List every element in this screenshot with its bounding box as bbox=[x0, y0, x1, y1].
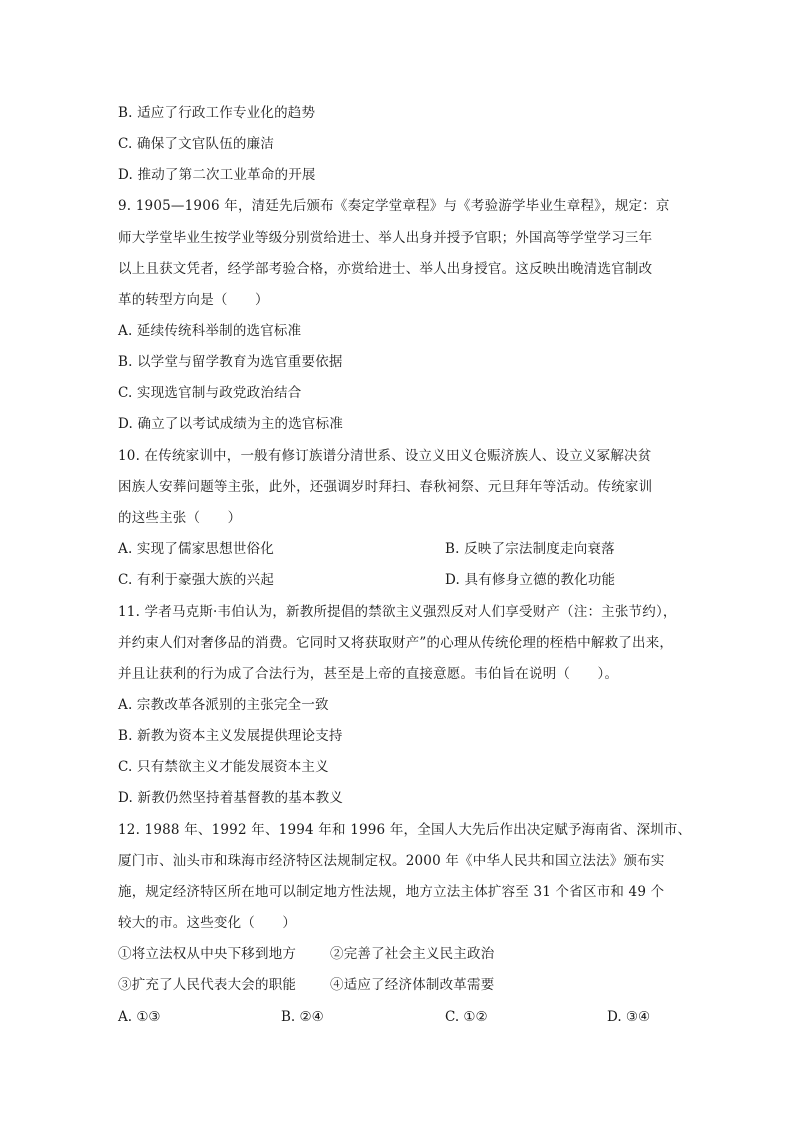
q12-statement-4: ④适应了经济体制改革需要 bbox=[330, 977, 495, 993]
q12-stem-line-3: 施，规定经济特区所在地可以制定地方性法规，地方立法主体扩容至 31 个省区市和 49 个 bbox=[118, 884, 665, 900]
q12-stem-line-4: 较大的市。这些变化（ ） bbox=[118, 915, 297, 931]
q9-option-c[interactable]: C. 实现选官制与政党政治结合 bbox=[118, 385, 302, 401]
q9-stem-line-2: 师大学堂毕业生按学业等级分别赏给进士、举人出身并授予官职；外国高等学堂学习三年 bbox=[118, 230, 653, 246]
q9-stem-line-1: 9. 1905—1906 年，清廷先后颁布《奏定学堂章程》与《考验游学毕业生章程》，规定：京 bbox=[118, 198, 670, 214]
q9-stem-line-3: 以上且获文凭者，经学部考验合格，亦赏给进士、举人出身授官。这反映出晚清选官制改 bbox=[118, 261, 653, 277]
q12-option-d[interactable]: D. ③④ bbox=[607, 1009, 651, 1025]
q12-statement-3: ③扩充了人民代表大会的职能 bbox=[118, 977, 297, 993]
q11-stem-line-3: 并且让获利的行为成了合法行为，甚至是上帝的直接意愿。韦伯旨在说明（ ）。 bbox=[118, 666, 619, 682]
q12-stem-line-1: 12. 1988 年、1992 年、1994 年和 1996 年，全国人大先后作出决定赋予海南省、深圳市、 bbox=[118, 822, 692, 838]
q8-option-c[interactable]: C. 确保了文官队伍的廉洁 bbox=[118, 136, 275, 152]
q11-option-a[interactable]: A. 宗教改革各派别的主张完全一致 bbox=[118, 697, 329, 713]
q9-stem-line-4: 革的转型方向是（ ） bbox=[118, 292, 269, 308]
q12-option-a[interactable]: A. ①③ bbox=[118, 1009, 161, 1025]
q10-option-b[interactable]: B. 反映了宗法制度走向衰落 bbox=[445, 541, 615, 557]
q11-stem-line-2: 并约束人们对奢侈品的消费。它同时又将获取财产”的心理从传统伦理的桎梏中解救了出来， bbox=[118, 635, 674, 651]
q8-option-d[interactable]: D. 推动了第二次工业革命的开展 bbox=[118, 167, 316, 183]
q9-option-a[interactable]: A. 延续传统科举制的选官标准 bbox=[118, 323, 302, 339]
q10-stem-line-3: 的这些主张（ ） bbox=[118, 510, 242, 526]
q12-statement-1: ①将立法权从中央下移到地方 bbox=[118, 946, 297, 962]
q12-option-b[interactable]: B. ②④ bbox=[281, 1009, 324, 1025]
q9-option-d[interactable]: D. 确立了以考试成绩为主的选官标准 bbox=[118, 416, 344, 432]
q10-option-a[interactable]: A. 实现了儒家思想世俗化 bbox=[118, 541, 274, 557]
q8-option-b[interactable]: B. 适应了行政工作专业化的趋势 bbox=[118, 105, 316, 121]
q11-option-c[interactable]: C. 只有禁欲主义才能发展资本主义 bbox=[118, 759, 329, 775]
q10-option-d[interactable]: D. 具有修身立德的教化功能 bbox=[445, 572, 616, 588]
q12-statement-2: ②完善了社会主义民主政治 bbox=[330, 946, 495, 962]
q12-stem-line-2: 厦门市、汕头市和珠海市经济特区法规制定权。2000 年《中华人民共和国立法法》颁布实 bbox=[118, 853, 665, 869]
q11-option-b[interactable]: B. 新教为资本主义发展提供理论支持 bbox=[118, 728, 343, 744]
q10-stem-line-2: 困族人安葬问题等主张，此外，还强调岁时拜扫、春秋祠祭、元旦拜年等活动。传统家训 bbox=[118, 479, 653, 495]
q11-option-d[interactable]: D. 新教仍然坚持着基督教的基本教义 bbox=[118, 790, 344, 806]
q9-option-b[interactable]: B. 以学堂与留学教育为选官重要依据 bbox=[118, 354, 343, 370]
q10-option-c[interactable]: C. 有利于豪强大族的兴起 bbox=[118, 572, 275, 588]
q10-stem-line-1: 10. 在传统家训中，一般有修订族谱分清世系、设立义田义仓赈济族人、设立义冢解决贫 bbox=[118, 448, 652, 464]
q12-option-c[interactable]: C. ①② bbox=[445, 1009, 488, 1025]
q11-stem-line-1: 11. 学者马克斯·韦伯认为，新教所提倡的禁欲主义强烈反对人们享受财产（注：主张节约）， bbox=[118, 604, 677, 620]
